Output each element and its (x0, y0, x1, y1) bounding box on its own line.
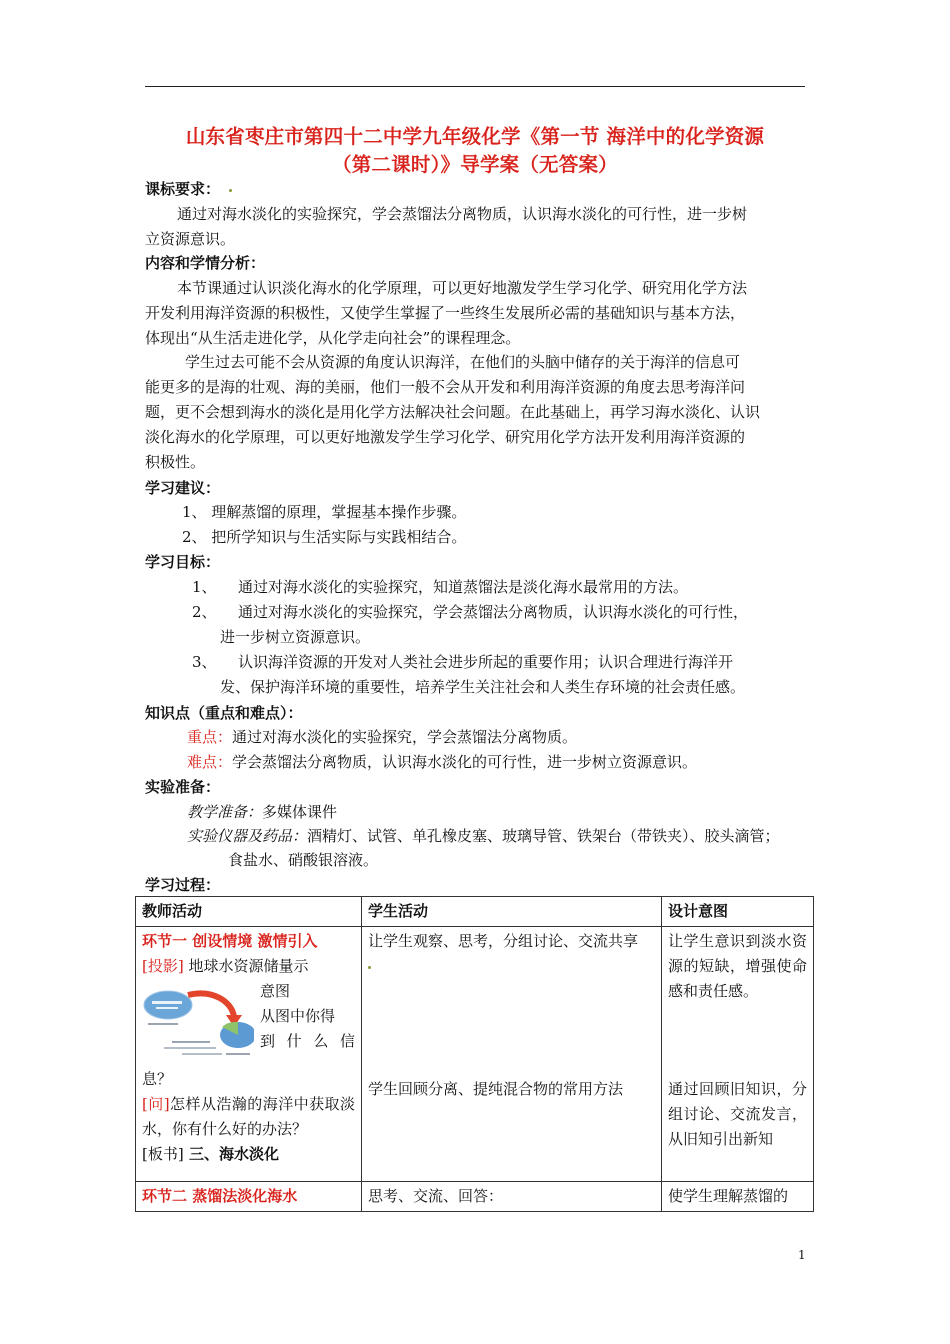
projection-figure-block: 意图 从图中你得 到 什 么 信 息？ (142, 982, 355, 1088)
jianyi-item-2: 2、 把所学知识与生活实际与实践相结合。 (182, 528, 467, 546)
section-heading-mubiao: 学习目标： (145, 553, 221, 571)
yiqi-line-2: 食盐水、硝酸银溶液。 (228, 851, 379, 869)
student-cell-2: 思考、交流、回答： (362, 1182, 662, 1212)
section-heading-jianyi: 学习建议： (145, 479, 221, 497)
zhongdian-line: 重点：通过对海水淡化的实验探究，学会蒸馏法分离物质。 (187, 728, 578, 746)
header-intent: 设计意图 (662, 897, 814, 927)
document-title (145, 123, 805, 179)
jianyi-item-1: 1、 理解蒸馏的原理，掌握基本操作步骤。 (182, 503, 467, 521)
nandian-line: 难点：学会蒸馏法分离物质，认识海水淡化的可行性，进一步树立资源意识。 (187, 753, 698, 771)
section-heading-guocheng: 学习过程： (145, 876, 221, 894)
mubiao-item-3: 3、 认识海洋资源的开发对人类社会进步所起的重要作用；认识合理进行海洋开 发、保护海洋环境的重要性，培养学生关注社会和人类生存环境的社会责任感。 (192, 653, 746, 696)
water-resources-figure (142, 983, 254, 1065)
section-heading-kebiao: 课标要求： (145, 179, 232, 199)
section-heading-neirong: 内容和学情分析： (145, 254, 266, 272)
neirong-paragraph-1: 本节课通过认识淡化海水的化学原理，可以更好地激发学生学习化学、研究用化学方法 开发利用海洋资源的积极性，又使学生掌握了一些终生发展所必需的基础知识与基本方法， 体现出“从生活走进化学，从化学走向社会”的课程理念。 (145, 279, 748, 347)
mubiao-item-2: 2、 通过对海水淡化的实验探究，学会蒸馏法分离物质，认识海水淡化的可行性， 进一步树立资源意识。 (192, 603, 749, 646)
stage-1-title: 环节一 创设情境 激情引入 (142, 932, 318, 950)
jiaoxue-line: 教学准备：多媒体课件 (187, 803, 338, 821)
intent-cell-2: 使学生理解蒸馏的 (662, 1182, 814, 1212)
header-rule (145, 86, 805, 87)
neirong-paragraph-2: 学生过去可能不会从资源的角度认识海洋，在他们的头脑中储存的关于海洋的信息可 能更多的是海的壮观、海的美丽，他们一般不会从开发和利用海洋资源的角度去思考海洋问 题，更不会想到海水的淡化是用化学方法解决社会问题。在此基础上，再学习海水淡化、认识 淡化海水的化学原理，可以更好地激发学生学习化学、研究用化学方法开发利用海洋资源的 积极性。 (145, 353, 761, 471)
projection-line: [投影] 地球水资源储量示 (142, 957, 309, 975)
student-cell-1: 让学生观察、思考，分组讨论、交流共享 学生回顾分离、提纯混合物的常用方法 (362, 927, 662, 1182)
table-header-row (136, 897, 814, 927)
section-heading-zhishi: 知识点（重点和难点）： (145, 704, 303, 722)
intent-cell-1: 让学生意识到淡水资源的短缺，增强使命感和责任感。 通过回顾旧知识，分组讨论、交流发言，从旧知引出新知 (662, 927, 814, 1182)
table-row (136, 927, 814, 1182)
process-table (135, 896, 814, 1212)
title-line-2: （第二课时）》导学案（无答案） (332, 153, 618, 176)
header-student: 学生活动 (362, 897, 662, 927)
question-line: [问]怎样从浩瀚的海洋中获取淡水，你有什么好的办法？ (142, 1095, 355, 1138)
yiqi-line: 实验仪器及药品：酒精灯、试管、单孔橡皮塞、玻璃导管、铁架台（带铁夹）、胶头滴管； (187, 827, 780, 845)
teacher-cell-1 (136, 927, 362, 1182)
page-number: 1 (798, 1248, 806, 1262)
mubiao-item-1: 1、 通过对海水淡化的实验探究，知道蒸馏法是淡化海水最常用的方法。 (192, 578, 689, 596)
table-row (136, 1182, 814, 1212)
section-heading-zhunbei: 实验准备： (145, 778, 221, 796)
teacher-cell-2: 环节二 蒸馏法淡化海水 (136, 1182, 362, 1212)
header-teacher: 教师活动 (136, 897, 362, 927)
kebiao-paragraph: 通过对海水淡化的实验探究，学会蒸馏法分离物质，认识海水淡化的可行性，进一步树 立资源意识。 (145, 205, 748, 248)
title-line-1: 山东省枣庄市第四十二中学九年级化学《第一节 海洋中的化学资源 (185, 125, 765, 148)
board-line: [板书] 三、海水淡化 (142, 1145, 279, 1163)
